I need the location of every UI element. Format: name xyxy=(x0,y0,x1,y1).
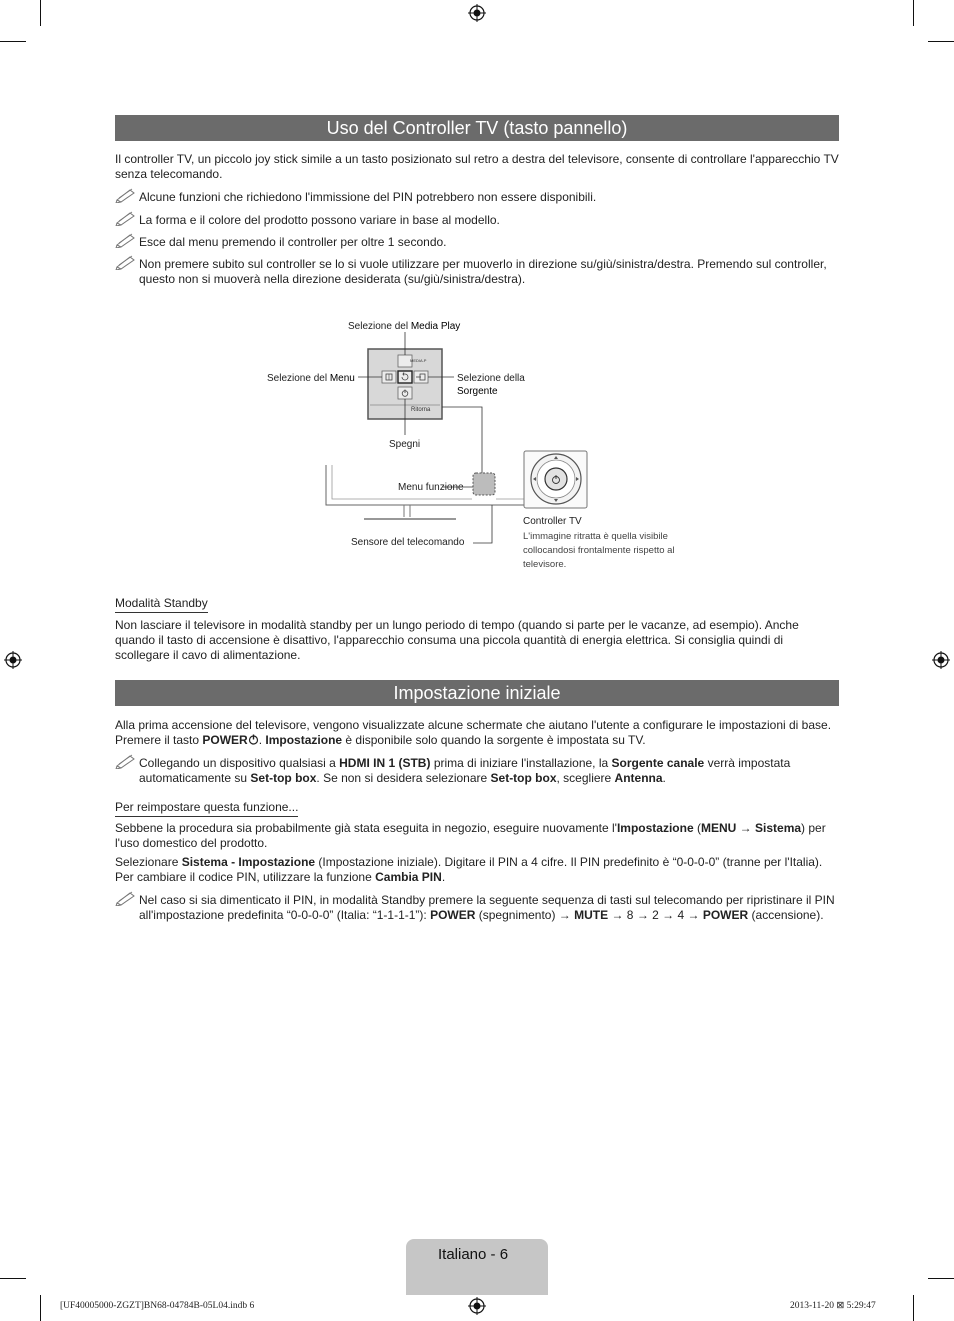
controller-tv-label: Controller TV xyxy=(523,516,582,527)
standby-heading: Modalità Standby xyxy=(115,596,208,613)
registration-mark-icon xyxy=(468,4,486,22)
crop-mark xyxy=(0,1278,26,1279)
pencil-note-icon xyxy=(115,210,137,226)
function-menu-label: Menu funzione xyxy=(398,482,464,493)
registration-mark-icon xyxy=(932,651,950,669)
registration-mark-icon xyxy=(468,1297,486,1315)
note-do-not-press xyxy=(115,257,839,287)
print-timestamp: 2013-11-20 ⊠ 5:29:47 xyxy=(790,1301,876,1311)
crop-mark xyxy=(0,41,26,42)
controller-intro: Il controller TV, un piccolo joy stick simile a un tasto posizionato sul retro a destra del televisore, consente di controllare l'apparecchio TV senza telecomando. xyxy=(115,152,839,181)
pencil-note-icon xyxy=(115,890,137,906)
crop-mark xyxy=(40,1295,41,1321)
crop-mark xyxy=(913,0,914,26)
crop-mark xyxy=(913,1295,914,1321)
note-text: Alcune funzioni che richiedono l'immissione del PIN potrebbero non essere disponibili. xyxy=(139,190,597,204)
reset-paragraph-2: Selezionare Sistema - Impostazione (Impostazione iniziale). Digitare il PIN a 4 cifre. Il PIN predefinito è “0-0-0-0” (tranne per l'Italia). Per cambiare il codice PIN, utilizzare la funzione Cambia PIN. xyxy=(115,855,823,884)
source-label: Selezione della Sorgente xyxy=(457,373,525,397)
power-icon xyxy=(248,734,259,745)
note-pin xyxy=(115,190,839,205)
crop-mark xyxy=(928,1278,954,1279)
crop-mark xyxy=(40,0,41,26)
note-text: Esce dal menu premendo il controller per oltre 1 secondo. xyxy=(139,235,447,249)
return-key-icon xyxy=(398,371,412,383)
power-off-label: Spegni xyxy=(389,439,421,450)
crop-mark xyxy=(928,41,954,42)
registration-mark-icon xyxy=(4,651,22,669)
note-text: La forma e il colore del prodotto possono variare in base al modello. xyxy=(139,213,500,227)
function-menu-box xyxy=(473,473,495,495)
return-label: Ritorna xyxy=(411,407,431,413)
note-text: Collegando un dispositivo qualsiasi a HDMI IN 1 (STB) prima di iniziare l'installazione, la Sorgente canale verrà impostata automaticamente su Set-top box. Se non si desidera selezionare Set-top box, scegliere Antenna. xyxy=(139,756,791,785)
remote-sensor-label: Sensore del telecomando xyxy=(351,537,465,548)
note-hdmi xyxy=(115,756,839,786)
note-forgot-pin xyxy=(115,893,839,923)
reset-paragraph-1: Sebbene la procedura sia probabilmente già stata eseguita in negozio, eseguire nuovamente l'Impostazione (MENU → Sistema) per l'uso domestico del prodotto. xyxy=(115,821,826,850)
page-number-label: Italiano - 6 xyxy=(438,1246,509,1263)
menu-label: Selezione del Menu xyxy=(267,373,355,384)
media-key-label: MEDIA.P xyxy=(410,358,427,363)
pencil-note-icon xyxy=(115,753,137,769)
media-play-label: Selezione del Media Play xyxy=(348,321,461,332)
pencil-note-icon xyxy=(115,232,137,248)
note-text: Non premere subito sul controller se lo si vuole utilizzare per muoverlo in direzione su/giù/sinistra/destra. Premendo sul controller, questo non si muoverà nella direzione desiderata (su/giù/sinistra/destra). xyxy=(139,257,827,286)
pencil-note-icon xyxy=(115,187,137,203)
note-shape xyxy=(115,213,839,228)
file-name: [UF40005000-ZGZT]BN68-04784B-05L04.indb 6 xyxy=(60,1301,255,1311)
setup-intro: Alla prima accensione del televisore, vengono visualizzate alcune schermate che aiutano l'utente a configurare le impostazioni di base. Premere il tasto POWER . Impostazione è disponibile solo quando la sorgente è impostata su TV. xyxy=(115,718,832,747)
pencil-note-icon xyxy=(115,254,137,270)
section-title-controller: Uso del Controller TV (tasto pannello) xyxy=(115,115,839,141)
note-exit-menu xyxy=(115,235,839,250)
section-title-initial-setup: Impostazione iniziale xyxy=(115,680,839,706)
note-text: Nel caso si sia dimenticato il PIN, in modalità Standby premere la seguente sequenza di tasti sul telecomando per ripristinare il PIN all'impostazione predefinita “0-0-0-0” (Italia: “1-1-1-1”): POWER (spegnimento) → MUTE → 8 → 2 → 4 → POWER (accensione). xyxy=(139,893,835,922)
standby-text: Non lasciare il televisore in modalità standby per un lungo periodo di tempo (quando si parte per le vacanze, ad esempio). Anche quando il tasto di accensione è disattivo, l'apparecchio consuma una piccola quantità di energia elettrica. Si consiglia quindi di scollegare il cavo di alimentazione. xyxy=(115,618,799,662)
controller-tv-description: L'immagine ritratta è quella visibile collocandosi frontalmente rispetto al televisore. xyxy=(523,531,675,570)
reset-heading: Per reimpostare questa funzione... xyxy=(115,800,298,817)
